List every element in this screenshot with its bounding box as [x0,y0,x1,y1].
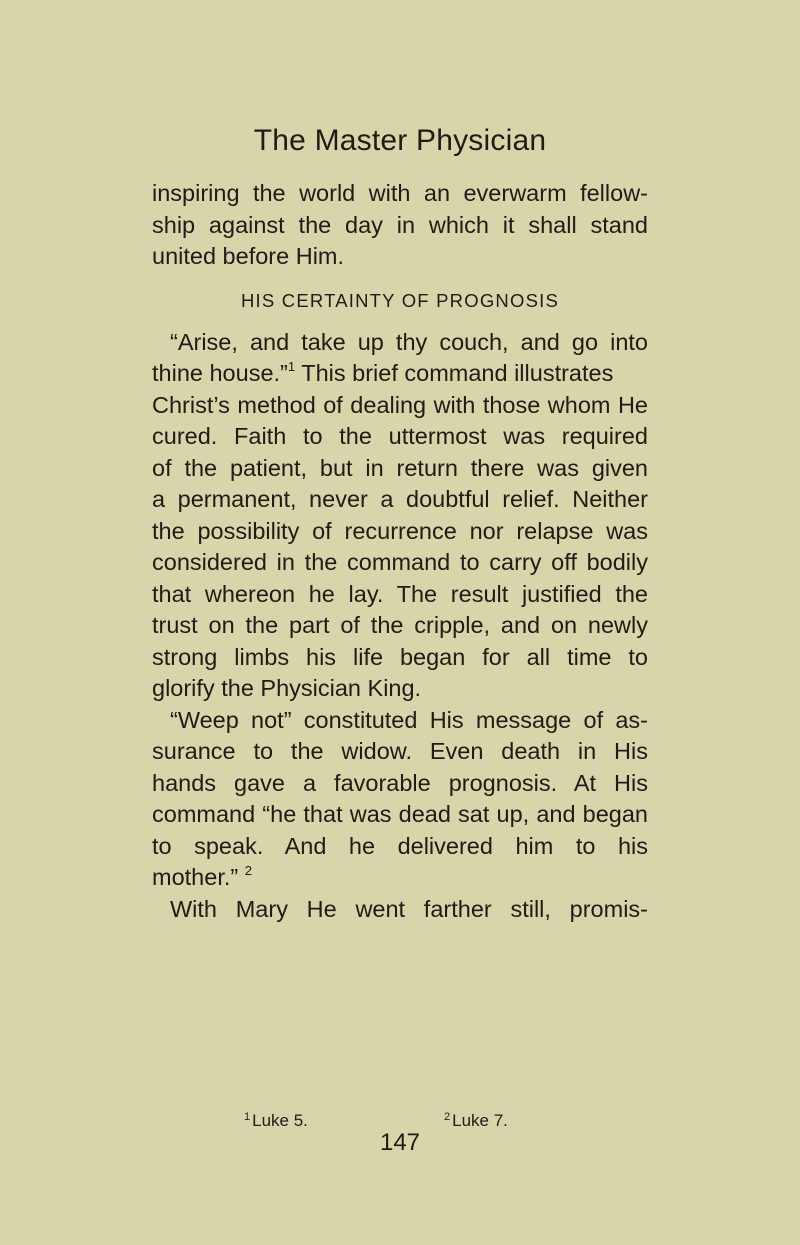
text-line: ship against the day in which it shall stand [152,211,648,238]
text-line: command “he that was dead sat up, and began [152,801,648,827]
text-line: inspiring the world with an everwarm fellow- [152,180,648,206]
text-line: that whereon he lay. The result justified the [152,580,648,607]
text-line: glorify the Physician King. [152,675,422,701]
footnote-reference: 1 [287,359,296,374]
page-number: 147 [379,1129,421,1156]
text-fragment: thine house.” [152,360,288,386]
running-head: The Master Physician [253,124,547,157]
footnote-reference: 2 [244,863,252,878]
footnote-mark: 1 [244,1111,251,1123]
body-text [152,178,648,925]
text-line [152,358,648,390]
text-line: trust on the part of the cripple, and on newly [152,612,648,638]
text-line: Christ’s method of dealing with those whom He [152,391,648,418]
text-fragment: This brief command illustrates [295,360,614,386]
text-line: of the patient, but in return there was given [152,454,648,481]
text-line: united before Him. [152,243,345,269]
text-line: “Weep not” constituted His message of as- [170,706,648,733]
footnote-text: Luke 5. [252,1111,308,1130]
footnote-text: Luke 7. [452,1111,508,1130]
text-line: “Arise, and take up thy couch, and go into [170,328,648,355]
text-line: strong limbs his life began for all time to [152,643,648,670]
text-line: to speak. And he delivered him to his [152,832,648,859]
section-heading: HIS CERTAINTY OF PROGNOSIS [241,289,559,311]
text-line [152,862,648,894]
text-line: surance to the widow. Even death in His [152,738,648,764]
text-line: considered in the command to carry off bodily [152,549,648,575]
footnote-mark: 2 [444,1111,451,1123]
text-fragment: mother.” [152,864,239,890]
text-line: cured. Faith to the uttermost was required [152,423,648,449]
text-line: the possibility of recurrence nor relapse was [152,517,648,544]
text-line: a permanent, never a doubtful relief. Neither [152,486,648,512]
text-line: hands gave a favorable prognosis. At His [152,769,648,796]
text-line: With Mary He went farther still, promis- [170,895,648,922]
